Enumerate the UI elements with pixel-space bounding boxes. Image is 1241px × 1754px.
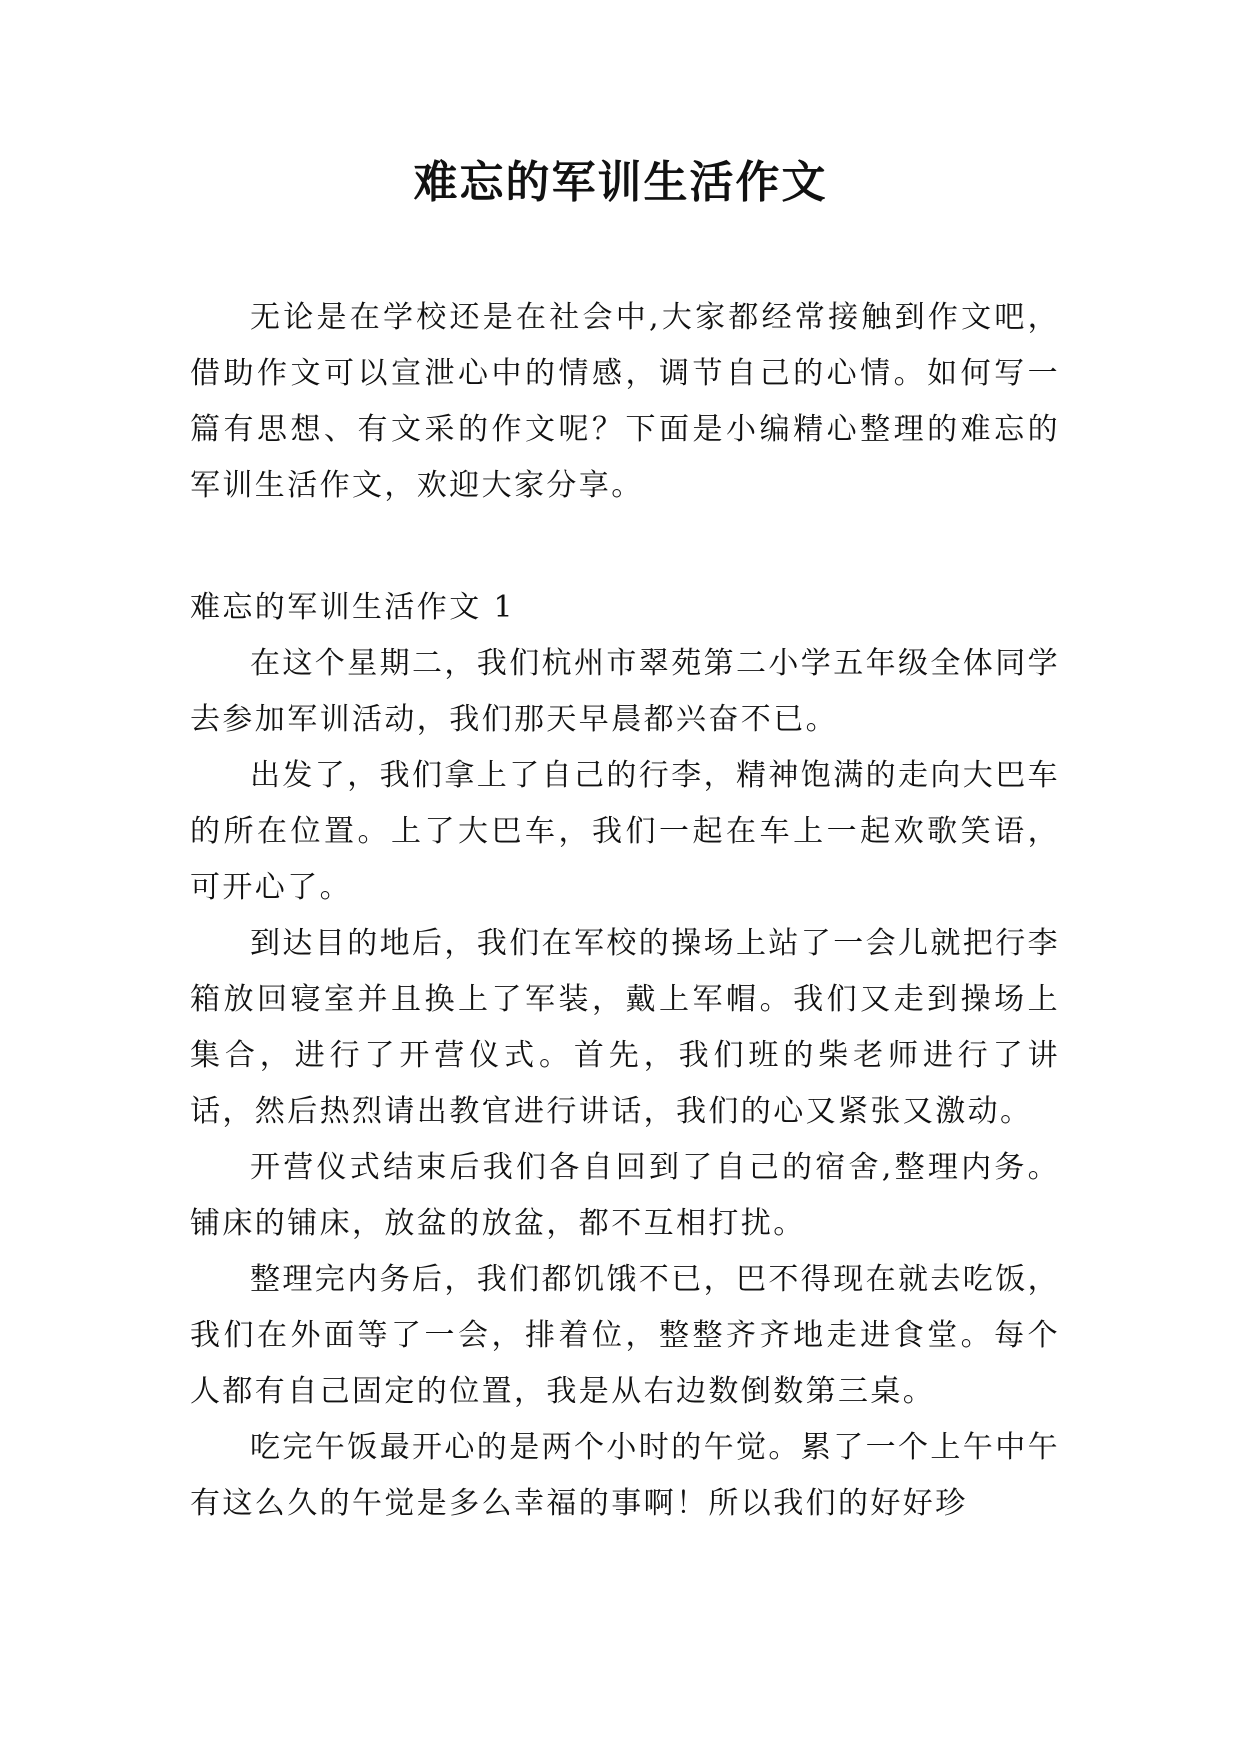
intro-paragraph: 无论是在学校还是在社会中,大家都经常接触到作文吧，借助作文可以宣泄心中的情感，调节自己的心情。如何写一篇有思想、有文采的作文呢？下面是小编精心整理的难忘的军训生活作文，欢迎大家分享。 — [190, 300, 1060, 503]
essay-paragraph: 到达目的地后，我们在军校的操场上站了一会儿就把行李箱放回寝室并且换上了军装，戴上军帽。我们又走到操场上集合，进行了开营仪式。首先，我们班的柴老师进行了讲话，然后热烈请出教官进行讲话，我们的心又紧张又激动。 — [190, 926, 1060, 1129]
essay-paragraph: 出发了，我们拿上了自己的行李，精神饱满的走向大巴车的所在位置。上了大巴车，我们一起在车上一起欢歌笑语，可开心了。 — [190, 758, 1060, 905]
essay-paragraph: 整理完内务后，我们都饥饿不已，巴不得现在就去吃饭，我们在外面等了一会，排着位，整整齐齐地走进食堂。每个人都有自己固定的位置，我是从右边数倒数第三桌。 — [190, 1262, 1060, 1409]
intro-block — [190, 290, 1060, 514]
essay-paragraph: 开营仪式结束后我们各自回到了自己的宿舍,整理内务。铺床的铺床，放盆的放盆，都不互相打扰。 — [190, 1150, 1060, 1241]
document-title: 难忘的军训生活作文 — [413, 157, 828, 208]
essay-paragraph: 吃完午饭最开心的是两个小时的午觉。累了一个上午中午有这么久的午觉是多么幸福的事啊！所以我们的好好珍 — [190, 1430, 1060, 1521]
section-heading: 难忘的军训生活作文 1 — [190, 590, 516, 625]
essay-paragraph: 在这个星期二，我们杭州市翠苑第二小学五年级全体同学去参加军训活动，我们那天早晨都兴奋不已。 — [190, 646, 1060, 737]
essay-section — [190, 580, 1060, 1532]
